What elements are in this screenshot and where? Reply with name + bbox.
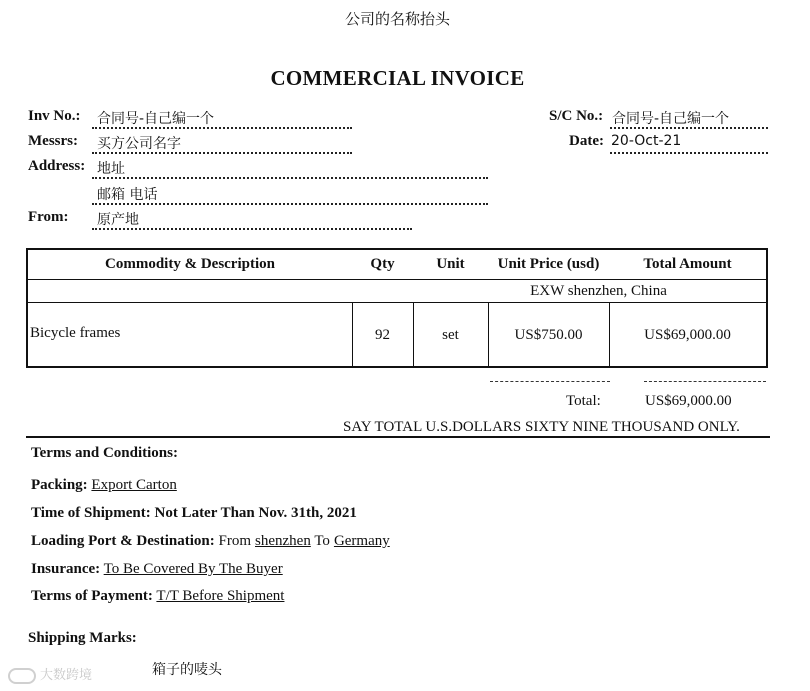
port-origin: shenzhen [255,533,311,549]
watermark [8,664,92,684]
messrs-value: 买方公司名字 [97,136,181,152]
row-description: Bicycle frames [30,325,121,341]
section-divider [26,436,770,438]
shipment-label: Time of Shipment: [31,505,151,521]
col-header-commodity: Commodity & Description [105,256,275,272]
payment-line [31,588,284,605]
inv-no-underline [92,127,352,129]
col-header-total: Total Amount [643,256,732,272]
payment-value: T/T Before Shipment [156,588,285,604]
messrs-underline [92,152,352,154]
packing-value: Export Carton [91,477,177,493]
col-header-unit: Unit [436,256,465,272]
subtotal-dash-left [490,381,610,382]
col-header-qty: Qty [370,256,395,272]
address-line-1: 地址 [97,161,125,177]
inv-no-label: Inv No.: [28,108,81,124]
row-total: US$69,000.00 [644,327,731,343]
goods-table [26,248,768,368]
date-value: 20-Oct-21 [611,133,682,149]
port-destination: Germany [333,533,390,549]
inv-no-value: 合同号-自己编一个 [97,111,215,127]
shipping-marks-value: 箱子的唛头 [152,662,222,678]
address-underline-2 [92,203,488,205]
messrs-label: Messrs: [28,133,78,149]
insurance-value: To Be Covered By The Buyer [103,561,283,577]
subtotal-dash-right [644,381,766,382]
sc-no-underline [610,127,768,129]
say-total: SAY TOTAL U.S.DOLLARS SIXTY NINE THOUSAND ONLY. [343,419,740,435]
payment-label: Terms of Payment: [31,588,153,604]
shipment-line [31,505,357,522]
total-value: US$69,000.00 [645,393,732,409]
row-unit-price: US$750.00 [514,327,583,343]
insurance-line [31,561,283,578]
port-to: To [314,533,330,549]
from-label: From: [28,209,69,225]
port-line [31,533,390,550]
document-title: COMMERCIAL INVOICE [270,66,525,90]
insurance-label: Insurance: [31,561,101,577]
date-underline [610,152,768,154]
terms-heading: Terms and Conditions: [31,445,178,461]
date-label: Date: [569,133,604,149]
total-label: Total: [566,393,601,409]
watermark-text: 大数跨境 [40,668,93,683]
watermark-logo-icon [8,668,36,684]
shipment-value: Not Later Than Nov. 31th, 2021 [154,505,357,521]
port-label: Loading Port & Destination: [31,533,215,549]
table-term-divider [28,302,766,303]
company-letterhead: 公司的名称抬头 [344,10,450,28]
row-qty: 92 [375,327,390,343]
sc-no-value: 合同号-自己编一个 [612,111,730,127]
address-line-2: 邮箱 电话 [97,187,158,203]
packing-line [31,477,177,494]
col-header-unit-price: Unit Price (usd) [497,256,600,272]
address-label: Address: [28,158,86,174]
from-underline [92,228,412,230]
sc-no-label: S/C No.: [549,108,604,124]
delivery-term: EXW shenzhen, China [530,283,667,299]
row-unit: set [442,327,459,343]
address-underline-1 [92,177,488,179]
port-from: From [218,533,252,549]
table-header-divider [28,279,766,280]
from-value: 原产地 [97,212,139,228]
packing-label: Packing: [31,477,88,493]
shipping-marks-label: Shipping Marks: [28,630,137,646]
